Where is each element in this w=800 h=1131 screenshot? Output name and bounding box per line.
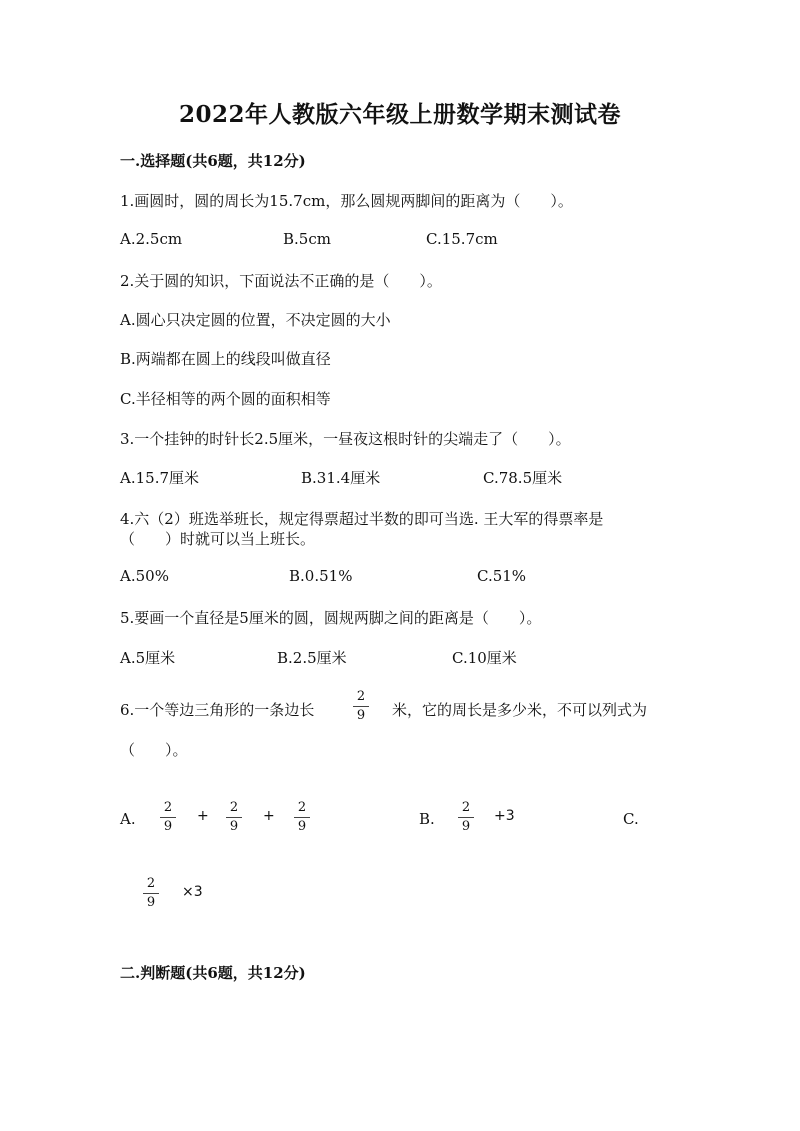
question-1-stem: 1.画圆时，圆的周长为15.7cm，那么圆规两脚间的距离为（ ）。 [120,192,573,210]
fraction-numerator: 2 [163,800,173,815]
question-6-option-c-fraction [143,877,159,910]
times-three: ×3 [182,884,203,900]
fraction-bar [143,893,159,894]
question-6-option-b-label: B. [419,810,435,828]
question-1-option-a: A.2.5cm [120,230,183,248]
question-6-stem-line2: （ ）。 [120,741,188,759]
question-4-stem-line1: 4.六（2）班选举班长，规定得票超过半数的即可当选. 王大军的得票率是 [120,510,604,528]
page-title: 2022年人教版六年级上册数学期末测试卷 [178,101,621,128]
question-1-option-c: C.15.7cm [426,230,498,248]
question-4-stem-line2: （ ）时就可以当上班长。 [120,530,316,548]
plus-sign: + [263,808,275,824]
fraction-numerator: 2 [146,876,156,891]
question-2-option-c: C.半径相等的两个圆的面积相等 [120,390,331,408]
question-3-option-a: A.15.7厘米 [120,469,199,487]
fraction-bar [226,817,242,818]
question-3-option-b: B.31.4厘米 [301,469,381,487]
question-3-stem: 3.一个挂钟的时针长2.5厘米，一昼夜这根时针的尖端走了（ ）。 [120,430,571,448]
question-6-option-a-label: A. [120,810,136,828]
section-heading-judgment: 二.判断题(共6题，共12分) [120,964,306,982]
fraction-bar [353,706,369,707]
question-6-option-c-label: C. [623,810,639,828]
question-4-option-c: C.51% [477,567,527,585]
question-2-stem: 2.关于圆的知识，下面说法不正确的是（ ）。 [120,272,442,290]
question-1-option-b: B.5cm [283,230,331,248]
question-5-stem: 5.要画一个直径是5厘米的圆，圆规两脚之间的距离是（ ）。 [120,609,542,627]
fraction-denominator: 9 [146,895,156,910]
fraction-denominator: 9 [461,819,471,834]
question-5-option-a: A.5厘米 [120,649,176,667]
question-5-option-b: B.2.5厘米 [277,649,347,667]
question-6-option-b-fraction [458,801,474,834]
question-6-stem-post: 米，它的周长是多少米，不可以列式为 [392,701,648,719]
plus-sign: + [197,808,209,824]
fraction-bar [294,817,310,818]
fraction-bar [458,817,474,818]
question-6-option-a-fraction-1 [160,801,176,834]
fraction-denominator: 9 [163,819,173,834]
fraction-bar [160,817,176,818]
question-6-option-a-fraction-3 [294,801,310,834]
section-heading-choice: 一.选择题(共6题，共12分) [120,152,306,170]
question-4-option-b: B.0.51% [289,567,353,585]
fraction-denominator: 9 [297,819,307,834]
question-4-option-a: A.50% [120,567,169,585]
question-2-option-b: B.两端都在圆上的线段叫做直径 [120,350,331,368]
fraction-denominator: 9 [229,819,239,834]
question-6-stem-pre: 6.一个等边三角形的一条边长 [120,701,315,719]
question-2-option-a: A.圆心只决定圆的位置，不决定圆的大小 [120,311,391,329]
fraction-numerator: 2 [297,800,307,815]
plus-three: +3 [494,808,515,824]
question-5-option-c: C.10厘米 [452,649,517,667]
fraction-numerator: 2 [461,800,471,815]
question-6-option-a-fraction-2 [226,801,242,834]
fraction-numerator: 2 [229,800,239,815]
fraction-numerator: 2 [356,689,366,704]
fraction-denominator: 9 [356,708,366,723]
question-6-stem-fraction [353,690,369,723]
question-3-option-c: C.78.5厘米 [483,469,563,487]
